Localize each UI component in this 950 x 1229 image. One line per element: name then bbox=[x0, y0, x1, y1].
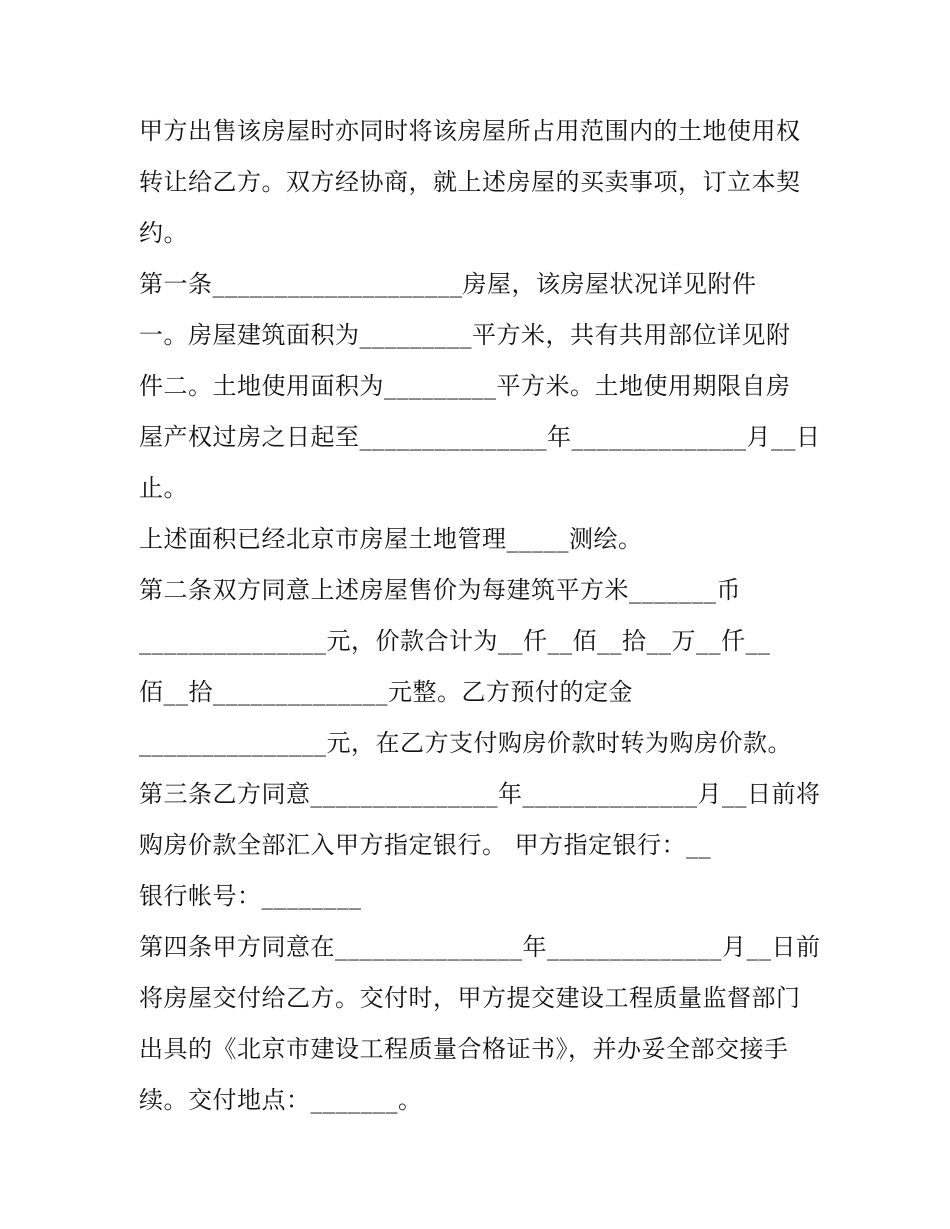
text-line: 止。 bbox=[139, 474, 188, 502]
article-2-line: 第二条双方同意上述房屋售价为每建筑平方米_______币 bbox=[139, 576, 741, 604]
article-4-line: 第四条甲方同意在_______________年______________月__日前 bbox=[139, 933, 821, 961]
article-3-line: 第三条乙方同意_______________年______________月__日前将 bbox=[139, 780, 821, 808]
text-line: 佰__拾______________元整。乙方预付的定金 bbox=[139, 678, 633, 706]
text-line: 将房屋交付给乙方。交付时，甲方提交建设工程质量监督部门 bbox=[139, 984, 801, 1012]
text-line: 购房价款全部汇入甲方指定银行。 甲方指定银行：__ bbox=[139, 831, 712, 859]
contract-body bbox=[139, 106, 839, 1126]
text-line: 一。房屋建筑面积为_________平方米，共有共用部位详见附 bbox=[139, 321, 791, 349]
text-line: 出具的《北京市建设工程质量合格证书》，并办妥全部交接手 bbox=[139, 1035, 789, 1063]
text-line: 甲方出售该房屋时亦同时将该房屋所占用范围内的土地使用权 bbox=[139, 117, 801, 145]
text-line: 件二。土地使用面积为_________平方米。土地使用期限自房 bbox=[139, 372, 791, 400]
text-line: 转让给乙方。双方经协商，就上述房屋的买卖事项，订立本契 bbox=[139, 168, 801, 196]
text-line: 上述面积已经北京市房屋土地管理_____测绘。 bbox=[139, 525, 643, 553]
text-line: 银行帐号：________ bbox=[139, 882, 362, 910]
text-line: 续。交付地点：_______。 bbox=[139, 1086, 423, 1114]
text-line: _______________元，在乙方支付购房价款时转为购房价款。 bbox=[139, 729, 792, 757]
text-line: 屋产权过房之日起至_______________年______________月__日 bbox=[139, 423, 821, 451]
text-line: _______________元，价款合计为__仟__佰__拾__万__仟__ bbox=[139, 627, 771, 655]
text-line: 约。 bbox=[139, 219, 188, 247]
article-1-line: 第一条____________________房屋，该房屋状况详见附件 bbox=[139, 270, 757, 298]
